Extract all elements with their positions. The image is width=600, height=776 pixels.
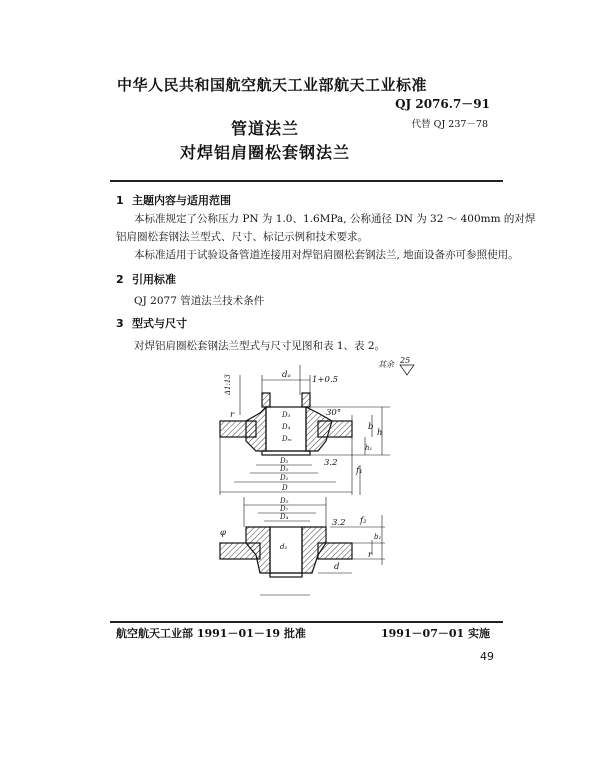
section-number: 3 <box>116 317 124 330</box>
section-number: 2 <box>116 273 124 286</box>
label-D7: D₇ <box>280 505 289 513</box>
label-f2: f₂ <box>360 516 367 526</box>
reference-standard: QJ 2077 管道法兰技术条件 <box>134 295 265 307</box>
section-number: 1 <box>116 194 124 207</box>
label-taper: Δ1:13 <box>224 374 232 395</box>
section-1-heading <box>116 192 231 208</box>
label-f1: f₁ <box>356 466 363 476</box>
section-title: 引用标准 <box>132 273 176 286</box>
label-r: r <box>230 410 235 420</box>
section-title: 主题内容与适用范围 <box>132 194 231 207</box>
label-D4: D₄ <box>282 423 291 431</box>
effective-date: 1991－07－01 实施 <box>380 627 490 640</box>
roughness-symbol-icon <box>400 365 414 375</box>
label-D5: D₅ <box>280 465 289 473</box>
label-ra-3-2-lower: 3.2 <box>332 518 346 528</box>
paragraph: 对焊铝肩圈松套钢法兰型式与尺寸见图和表 1、表 2。 <box>134 340 386 352</box>
label-h1: h₁ <box>365 444 373 452</box>
replaces-note: 代替 QJ 237－78 <box>411 119 488 130</box>
standard-code: QJ 2076.7－91 <box>395 97 490 111</box>
section-3-heading <box>116 315 187 331</box>
label-D1: D₁ <box>280 474 289 482</box>
label-d: d <box>334 562 340 572</box>
approval-date: 航空航天工业部 1991－01－19 批准 <box>116 627 306 640</box>
label-da: dₐ <box>282 370 291 380</box>
label-D3: D₃ <box>282 411 291 419</box>
label-phi: φ <box>220 528 226 538</box>
label-30deg: 30° <box>326 408 342 418</box>
label-D2: D₂ <box>280 457 289 465</box>
roughness-value: 25 <box>400 356 411 365</box>
label-d2: d₂ <box>280 543 288 551</box>
label-tolerance: 1+0.5 <box>312 375 339 385</box>
title-line-2: 对焊铝肩圈松套钢法兰 <box>179 143 350 162</box>
issuing-authority: 中华人民共和国航空航天工业部航天工业标准 <box>117 76 428 94</box>
label-D5-lower: D₅ <box>280 497 289 505</box>
section-2-heading <box>116 271 176 287</box>
label-r-lower: r <box>368 550 373 560</box>
label-h: h <box>377 428 383 438</box>
label-D: D <box>282 484 288 492</box>
section-title: 型式与尺寸 <box>132 317 187 330</box>
lower-section-view <box>220 527 352 577</box>
footer-divider <box>110 621 503 623</box>
label-b1: b₁ <box>374 533 382 541</box>
label-D4-lower: D₄ <box>280 513 289 521</box>
paragraph: 本标准适用于试验设备管道连接用对焊铝肩圈松套钢法兰, 地面设备亦可参照使用。 <box>134 249 519 261</box>
roughness-note: 其余 <box>378 360 394 369</box>
page-number: 49 <box>480 650 494 663</box>
flange-drawing <box>200 355 500 605</box>
header-divider <box>110 180 503 182</box>
label-b: b <box>368 422 374 432</box>
label-Dm: Dₘ <box>282 435 292 443</box>
paragraph: 铝肩圈松套钢法兰型式、尺寸、标记示例和技术要求。 <box>116 231 368 243</box>
label-ra-3-2-upper: 3.2 <box>324 458 338 468</box>
paragraph: 本标准规定了公称压力 PN 为 1.0、1.6MPa, 公称通径 DN 为 32 ～ 400mm 的对焊 <box>134 213 536 225</box>
title-line-1: 管道法兰 <box>230 119 299 138</box>
